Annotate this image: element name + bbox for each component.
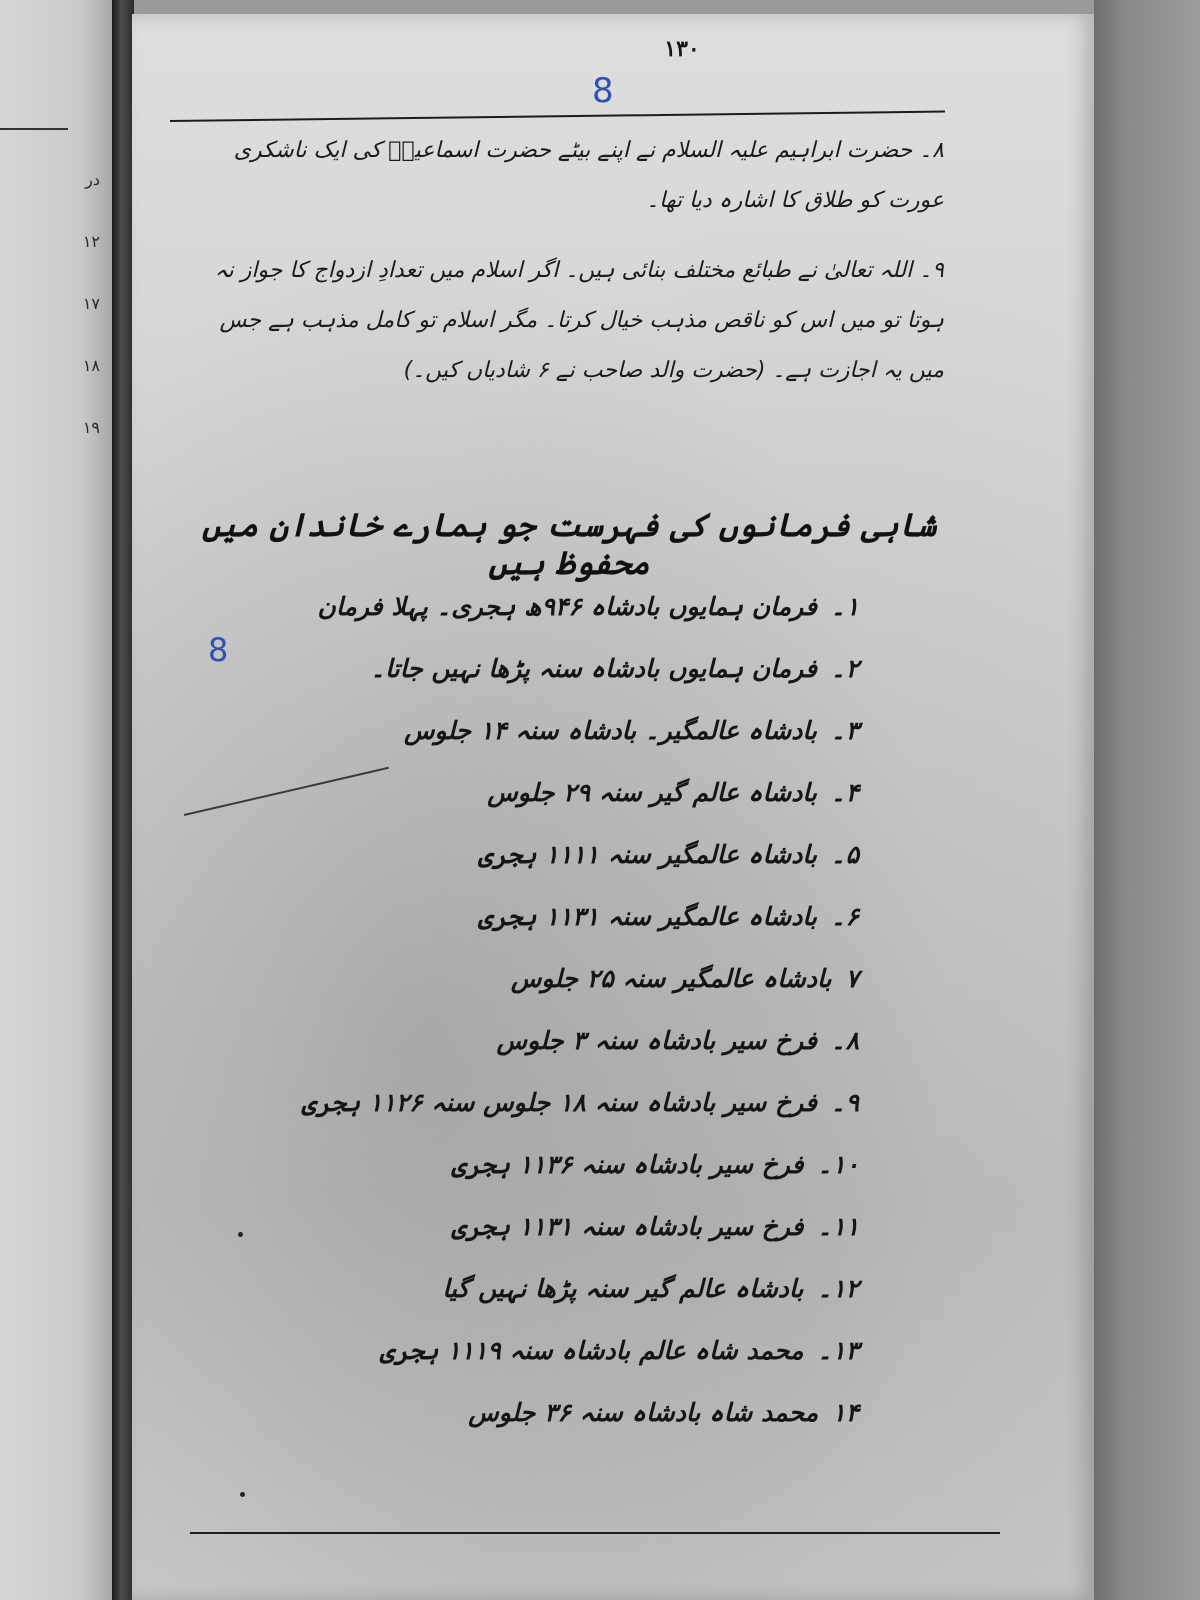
ink-speck	[238, 1232, 243, 1237]
list-item	[299, 1258, 859, 1320]
footer-rule	[190, 1532, 1000, 1534]
list-item	[299, 948, 859, 1010]
adjacent-page-mark: در	[85, 170, 100, 189]
adjacent-page-rule	[0, 128, 68, 130]
header-rule	[170, 111, 945, 122]
list-item-number: ۱۲۔	[817, 1274, 859, 1303]
list-item	[299, 762, 859, 824]
ink-speck	[240, 1492, 245, 1497]
paragraph-8: ۸۔ حضرت ابراہیم علیہ السلام نے اپنے بیٹے حضرت اسماعیلؑ کی ایک ناشکری عورت کو طلاق کا اشارہ دیا تھا۔	[233, 138, 944, 213]
list-item	[299, 1134, 859, 1196]
list-item-number: ۵۔	[830, 840, 859, 869]
handwritten-ink-mark: 8	[208, 631, 229, 669]
list-item-text: بادشاہ عالم گیر سنہ پڑھا نہیں گیا	[442, 1274, 804, 1303]
list-item	[299, 1010, 859, 1072]
list-item-text: فرمان ہمایوں بادشاہ ۹۴۶ھ ہجری۔ پہلا فرمان	[317, 592, 817, 621]
book-spine	[112, 0, 134, 1600]
list-item-number: ۱۳۔	[817, 1336, 859, 1365]
list-item-number: ۱۔	[830, 592, 859, 621]
list-item-text: بادشاہ عالمگیر سنہ ۱۱۳۱ ہجری	[477, 902, 817, 931]
list-item-number: ۱۴	[832, 1398, 859, 1427]
adjacent-page-mark: ۱۷	[82, 294, 100, 313]
list-item-text: فرخ سیر بادشاہ سنہ ۱۸ جلوس سنہ ۱۱۲۶ ہجری	[301, 1088, 817, 1117]
list-item-text: بادشاہ عالمگیر۔ بادشاہ سنہ ۱۴ جلوس	[403, 716, 817, 745]
list-item	[299, 1320, 859, 1382]
list-item	[299, 638, 859, 700]
list-item	[299, 576, 859, 638]
list-item-number: ۷	[845, 964, 859, 993]
list-item-number: ۸۔	[830, 1026, 859, 1055]
list-item	[299, 700, 859, 762]
adjacent-page	[0, 0, 112, 1600]
list-item-number: ۲۔	[830, 654, 859, 683]
list-item	[299, 886, 859, 948]
handwritten-ink-mark: 8	[592, 71, 614, 111]
list-item-number: ۳۔	[830, 716, 859, 745]
page-number: ۱۳۰	[664, 36, 700, 62]
section-heading: شاہی فرمانوں کی فہرست جو ہمارے خاندان میں محفوظ ہیں	[201, 506, 937, 582]
book-page	[132, 14, 1094, 1600]
background-surface	[1094, 0, 1200, 1600]
list-item-text: فرمان ہمایوں بادشاہ سنہ پڑھا نہیں جاتا۔	[370, 654, 817, 683]
list-item	[299, 1196, 859, 1258]
list-item-text: فرخ سیر بادشاہ سنہ ۱۱۳۶ ہجری	[451, 1150, 804, 1179]
list-item-text: محمد شاہ بادشاہ سنہ ۳۶ جلوس	[468, 1398, 819, 1427]
list-item-text: محمد شاہ عالم بادشاہ سنہ ۱۱۱۹ ہجری	[379, 1336, 804, 1365]
list-item	[299, 1382, 859, 1444]
list-item-number: ۶۔	[830, 902, 859, 931]
adjacent-page-mark: ۱۲	[82, 232, 100, 251]
paragraph-9: ۹۔ اللہ تعالیٰ نے طبائع مختلف بنائی ہیں۔ اگر اسلام میں تعدادِ ازدواج کا جواز نہ ہوتا تو میں اس کو ناقص مذہب خیال کرتا۔ مگر اسلام تو کامل مذہب ہے جس میں یہ اجازت ہے۔ (حضرت والد صاحب نے ۶ شادیاں کیں۔)	[214, 258, 944, 383]
farman-list	[299, 576, 859, 1444]
adjacent-page-mark: ۱۹	[82, 418, 100, 437]
list-item-text: بادشاہ عالمگیر سنہ ۱۱۱۱ ہجری	[477, 840, 817, 869]
list-item-text: بادشاہ عالمگیر سنہ ۲۵ جلوس	[510, 964, 832, 993]
list-item-number: ۱۰۔	[817, 1150, 859, 1179]
list-item-text: بادشاہ عالم گیر سنہ ۲۹ جلوس	[487, 778, 817, 807]
list-item-text: فرخ سیر بادشاہ سنہ ۱۱۳۱ ہجری	[451, 1212, 804, 1241]
list-item-number: ۱۱۔	[817, 1212, 859, 1241]
list-item-number: ۹۔	[830, 1088, 859, 1117]
adjacent-page-mark: ۱۸	[82, 356, 100, 375]
list-item-text: فرخ سیر بادشاہ سنہ ۳ جلوس	[496, 1026, 817, 1055]
list-item	[299, 1072, 859, 1134]
list-item-number: ۴۔	[830, 778, 859, 807]
list-item	[299, 824, 859, 886]
